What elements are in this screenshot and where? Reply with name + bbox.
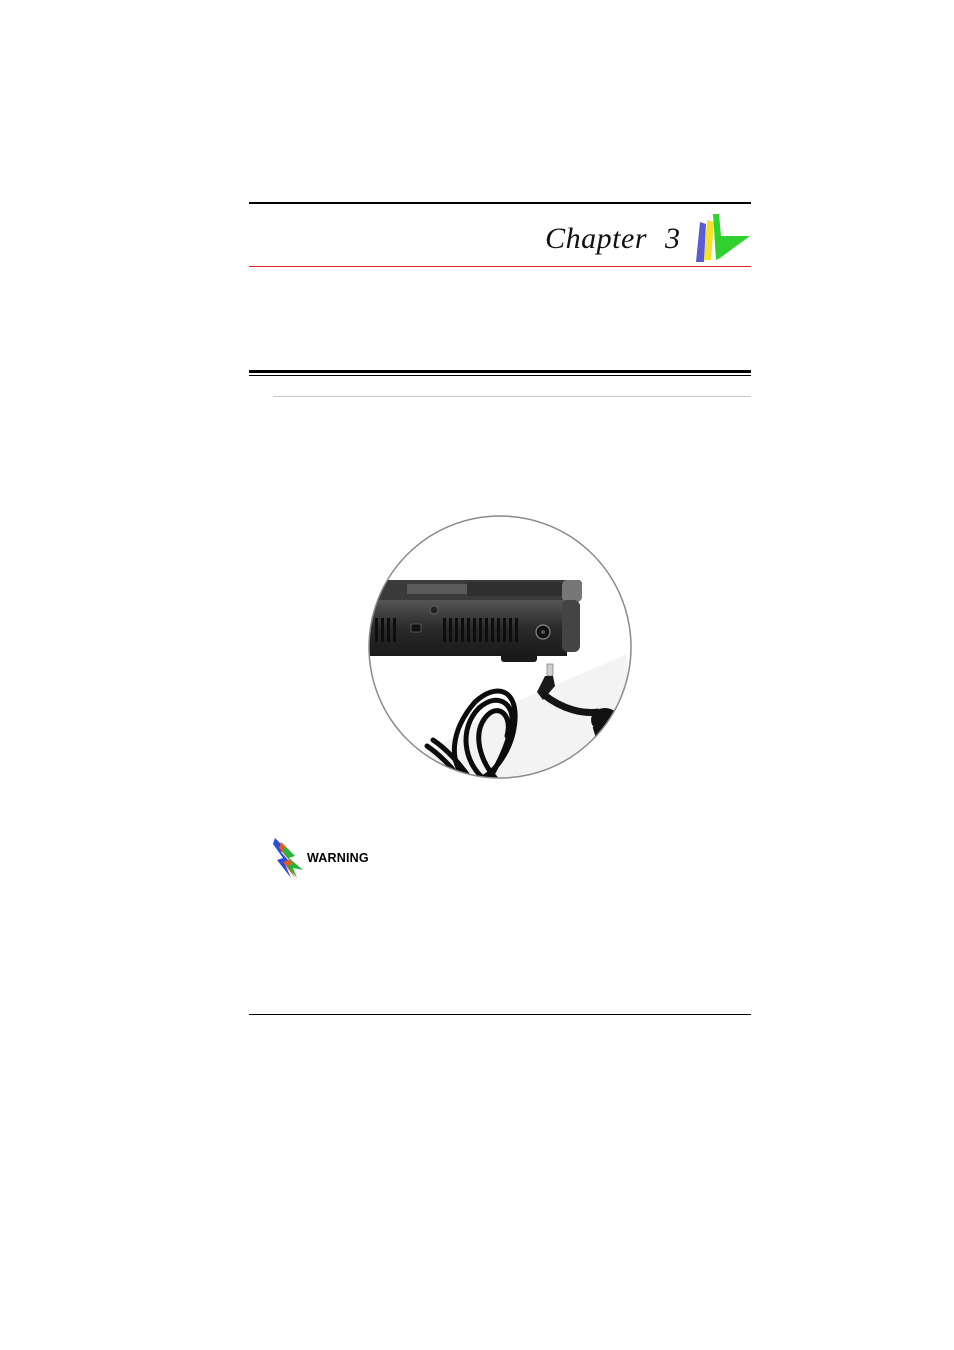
chapter-logo-icon — [694, 214, 750, 264]
section-thin-rule — [249, 375, 751, 376]
warning-lightning-icon — [273, 838, 303, 878]
chapter-heading — [520, 222, 680, 268]
footer-rule — [249, 1014, 751, 1015]
section-grey-rule — [273, 396, 751, 397]
warning-label: WARNING — [307, 851, 369, 865]
chapter-word: Chapter — [545, 222, 647, 255]
header-top-rule — [249, 202, 751, 204]
header-red-rule — [249, 266, 751, 267]
warning-note — [273, 838, 369, 878]
section-thick-rule — [249, 370, 751, 373]
chapter-number: 3 — [665, 222, 680, 255]
laptop-ac-adapter-photo — [367, 514, 633, 780]
